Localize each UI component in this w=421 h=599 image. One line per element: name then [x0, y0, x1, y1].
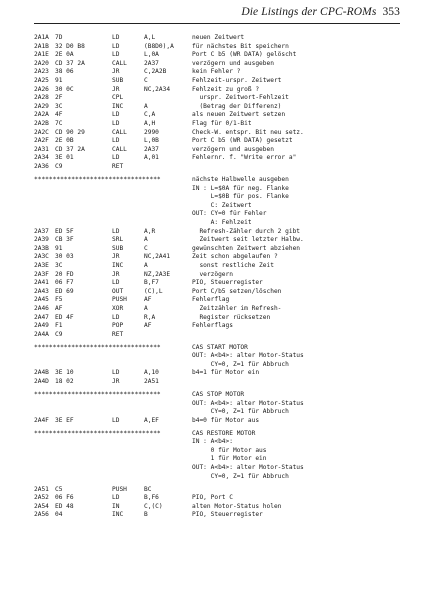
- line-opcode-bytes: 7C: [55, 120, 63, 127]
- line-mnemonic: OUT: [112, 287, 124, 295]
- line-opcode-bytes: 20 FD: [55, 270, 74, 278]
- line-mnemonic: LD: [112, 227, 120, 235]
- line-mnemonic: LD: [112, 279, 120, 287]
- line-comment: neuen Zeitwert: [192, 34, 245, 41]
- line-address: 2A28: [34, 94, 49, 102]
- line-mnemonic: CALL: [112, 128, 127, 136]
- line-opcode-bytes: C5: [55, 485, 63, 493]
- line-operand: A,01: [144, 154, 159, 162]
- line-mnemonic: LD: [112, 494, 120, 502]
- line-comment: Fehlerflag: [192, 296, 230, 304]
- code-line: [0, 296, 421, 304]
- line-operand: NZ,2A3E: [144, 270, 171, 278]
- line-comment: verzögern und ausgeben: [192, 59, 274, 67]
- section-header-line: [0, 344, 421, 352]
- comment-line: [0, 408, 421, 416]
- line-comment: CY=0, Z=1 für Abbruch: [192, 360, 289, 368]
- line-comment: IN : L=$0A für neg. Flanke: [192, 184, 289, 192]
- comment-line: [0, 202, 421, 210]
- line-operand: AF: [144, 296, 152, 304]
- line-operand: A,R: [144, 227, 156, 235]
- line-comment: Fehlzeit zu groß ?: [192, 85, 260, 93]
- line-comment: IN : A<b4>:: [192, 438, 233, 446]
- line-address: 2A31: [34, 145, 49, 153]
- code-line: [0, 77, 421, 85]
- line-comment: Zeit schon abgelaufen ?: [192, 253, 278, 261]
- line-comment: (Betrag der Differenz): [192, 102, 282, 110]
- code-line: [0, 111, 421, 119]
- line-operand: C,2A2B: [144, 68, 167, 76]
- line-opcode-bytes: 3C: [55, 261, 63, 269]
- line-mnemonic: LD: [112, 120, 120, 127]
- line-operand: A: [144, 261, 148, 269]
- line-address: 2A1A: [34, 34, 49, 41]
- line-address: 2A54: [34, 502, 49, 510]
- code-line: [0, 314, 421, 322]
- line-address: 2A3C: [34, 253, 49, 261]
- line-address: 2A25: [34, 77, 49, 84]
- line-comment: Zeitwert seit letzter Halbw.: [192, 236, 304, 244]
- code-line: [0, 503, 421, 511]
- line-comment: L=$0B für pos. Flanke: [192, 193, 289, 201]
- line-opcode-bytes: CB 3F: [55, 236, 74, 244]
- line-comment: CY=0, Z=1 für Abbruch: [192, 408, 289, 416]
- comment-line: [0, 464, 421, 472]
- line-opcode-bytes: C9: [55, 330, 63, 338]
- line-mnemonic: JR: [112, 68, 120, 76]
- line-address: 2A26: [34, 85, 49, 93]
- code-line: [0, 43, 421, 51]
- line-comment: Zeitzähler im Refresh-: [192, 304, 282, 312]
- line-address: 2A3E: [34, 261, 49, 269]
- comment-line: [0, 210, 421, 218]
- line-operand: A,L: [144, 34, 156, 41]
- code-line: [0, 494, 421, 502]
- comment-line: [0, 361, 421, 369]
- code-line: [0, 236, 421, 244]
- line-address: 2A2F: [34, 137, 49, 145]
- line-comment: 1 für Motor ein: [192, 455, 267, 463]
- line-comment: OUT: A<b4>: alter Motor-Status: [192, 464, 304, 471]
- comment-line: [0, 400, 421, 408]
- line-operand: C,A: [144, 111, 156, 119]
- line-comment: CAS RESTORE MOTOR: [192, 429, 256, 437]
- comment-line: [0, 447, 421, 455]
- line-address: 2A29: [34, 102, 49, 110]
- line-operand: B,F7: [144, 279, 159, 287]
- line-mnemonic: JR: [112, 270, 120, 278]
- code-line: [0, 228, 421, 236]
- line-operand: NC,2A41: [144, 253, 171, 261]
- line-address: 2A46: [34, 304, 49, 312]
- code-line: [0, 245, 421, 253]
- line-comment: Port C/b5 setzen/löschen: [192, 287, 282, 295]
- line-opcode-bytes: 2F: [55, 94, 63, 102]
- comment-line: [0, 219, 421, 227]
- line-operand: 2A37: [144, 59, 159, 67]
- line-address: 2A37: [34, 227, 49, 235]
- line-mnemonic: INC: [112, 102, 124, 110]
- line-mnemonic: POP: [112, 322, 124, 330]
- line-mnemonic: LD: [112, 137, 120, 145]
- line-comment: A: Fehlzeit: [192, 218, 252, 226]
- line-address: 2A49: [34, 322, 49, 330]
- line-operand: (B8D0),A: [144, 42, 174, 50]
- line-opcode-bytes: 4F: [55, 111, 63, 119]
- line-opcode-bytes: 3C: [55, 102, 63, 110]
- line-mnemonic: CPL: [112, 94, 124, 102]
- code-line: [0, 262, 421, 270]
- line-operand: AF: [144, 322, 152, 330]
- line-opcode-bytes: 32 D0 B8: [55, 42, 85, 50]
- line-comment: OUT: A<b4>: alter Motor-Status: [192, 352, 304, 360]
- code-line: [0, 60, 421, 68]
- line-operand: C,(C): [144, 502, 163, 510]
- line-opcode-bytes: 2E 0A: [55, 51, 74, 59]
- line-address: 2A23: [34, 68, 49, 76]
- separator-stars: **********************************: [34, 390, 161, 398]
- line-operand: A: [144, 304, 148, 312]
- code-line: [0, 51, 421, 59]
- section-header-line: [0, 391, 421, 399]
- code-line: [0, 288, 421, 296]
- line-mnemonic: INC: [112, 511, 124, 519]
- line-address: 2A47: [34, 313, 49, 321]
- line-comment: verzögern: [192, 270, 233, 278]
- line-mnemonic: LD: [112, 34, 120, 41]
- line-address: 2A34: [34, 154, 49, 162]
- line-mnemonic: JR: [112, 378, 120, 385]
- line-address: 2A4D: [34, 378, 49, 385]
- line-operand: C: [144, 244, 148, 252]
- line-mnemonic: LD: [112, 51, 120, 59]
- line-opcode-bytes: ED 5F: [55, 227, 74, 235]
- line-mnemonic: JR: [112, 253, 120, 261]
- line-address: 2A4A: [34, 330, 49, 338]
- line-comment: PIO, Steuerregister: [192, 279, 263, 287]
- line-mnemonic: RET: [112, 163, 124, 170]
- line-address: 2A36: [34, 163, 49, 170]
- comment-line: [0, 352, 421, 360]
- code-line: [0, 331, 421, 339]
- code-line: [0, 378, 421, 386]
- line-mnemonic: LD: [112, 154, 120, 162]
- line-comment: Flag für 0/1-Bit: [192, 120, 252, 127]
- line-comment: PIO, Steuerregister: [192, 511, 263, 519]
- line-comment: b4=1 für Motor ein: [192, 369, 260, 377]
- line-opcode-bytes: 30 0C: [55, 85, 74, 93]
- line-operand: A,10: [144, 369, 159, 377]
- code-line: [0, 163, 421, 171]
- line-mnemonic: LD: [112, 416, 120, 424]
- comment-line: [0, 473, 421, 481]
- page-number: 353: [382, 6, 400, 18]
- line-address: 2A41: [34, 279, 49, 287]
- line-operand: A: [144, 102, 148, 110]
- line-opcode-bytes: 7D: [55, 34, 63, 41]
- line-comment: Port C b5 (WR DATA) gelöscht: [192, 51, 297, 59]
- line-comment: Fehlernr. f. "Write error a": [192, 154, 297, 162]
- comment-line: [0, 455, 421, 463]
- line-opcode-bytes: CD 37 2A: [55, 59, 85, 67]
- code-line: [0, 271, 421, 279]
- line-comment: gewünschten Zeitwert abziehen: [192, 244, 301, 252]
- line-comment: sonst restliche Zeit: [192, 261, 274, 269]
- line-mnemonic: IN: [112, 502, 120, 510]
- line-opcode-bytes: 91: [55, 77, 63, 84]
- code-line: [0, 253, 421, 261]
- line-comment: Fehlerflags: [192, 322, 233, 330]
- line-operand: L,0B: [144, 137, 159, 145]
- line-comment: CY=0, Z=1 für Abbruch: [192, 472, 289, 480]
- separator-stars: **********************************: [34, 175, 161, 183]
- line-opcode-bytes: AF: [55, 304, 63, 312]
- line-operand: A,H: [144, 120, 156, 127]
- line-opcode-bytes: 06 F7: [55, 279, 74, 287]
- code-line: [0, 279, 421, 287]
- line-operand: A: [144, 236, 148, 244]
- line-mnemonic: XOR: [112, 304, 124, 312]
- line-address: 2A52: [34, 494, 49, 502]
- line-opcode-bytes: 38 06: [55, 68, 74, 76]
- line-comment: alten Motor-Status holen: [192, 502, 282, 510]
- code-line: [0, 94, 421, 102]
- line-mnemonic: SUB: [112, 244, 124, 252]
- line-comment: Fehlzeit-urspr. Zeitwert: [192, 77, 282, 84]
- line-operand: BC: [144, 485, 152, 493]
- line-mnemonic: LD: [112, 111, 120, 119]
- line-address: 2A4B: [34, 369, 49, 377]
- line-address: 2A2B: [34, 120, 49, 127]
- line-address: 2A3B: [34, 244, 49, 252]
- code-line: [0, 417, 421, 425]
- line-opcode-bytes: 30 03: [55, 253, 74, 261]
- line-opcode-bytes: 91: [55, 244, 63, 252]
- line-address: 2A51: [34, 485, 49, 493]
- line-address: 2A43: [34, 287, 49, 295]
- code-line: [0, 137, 421, 145]
- line-comment: verzögern und ausgeben: [192, 145, 274, 153]
- line-comment: nächste Halbwelle ausgeben: [192, 175, 289, 183]
- line-address: 2A3F: [34, 270, 49, 278]
- line-mnemonic: PUSH: [112, 296, 127, 304]
- separator-stars: **********************************: [34, 343, 161, 351]
- line-opcode-bytes: 3E 01: [55, 154, 74, 162]
- line-comment: b4=0 für Motor aus: [192, 416, 260, 424]
- line-comment: Port C b5 (WR DATA) gesetzt: [192, 137, 293, 145]
- line-mnemonic: PUSH: [112, 485, 127, 493]
- code-line: [0, 322, 421, 330]
- line-mnemonic: SUB: [112, 77, 124, 84]
- section-header-line: [0, 176, 421, 184]
- line-mnemonic: INC: [112, 261, 124, 269]
- line-opcode-bytes: C9: [55, 163, 63, 170]
- comment-line: [0, 185, 421, 193]
- code-line: [0, 34, 421, 42]
- code-line: [0, 369, 421, 377]
- line-comment: 0 für Motor aus: [192, 446, 267, 454]
- line-mnemonic: LD: [112, 369, 120, 377]
- line-operand: 2A51: [144, 378, 159, 385]
- line-opcode-bytes: 18 02: [55, 378, 74, 385]
- line-operand: A,EF: [144, 416, 159, 424]
- line-comment: Refresh-Zähler durch 2 gibt: [192, 227, 301, 235]
- line-comment: urspr. Zeitwort-Fehlzeit: [192, 94, 289, 102]
- code-line: [0, 305, 421, 313]
- section-header-line: [0, 430, 421, 438]
- separator-stars: **********************************: [34, 429, 161, 437]
- line-operand: L,0A: [144, 51, 159, 59]
- line-comment: PIO, Port C: [192, 494, 233, 502]
- line-mnemonic: SRL: [112, 236, 124, 244]
- line-comment: für nächstes Bit speichern: [192, 42, 289, 50]
- line-operand: B,F6: [144, 494, 159, 502]
- line-comment: Register rücksetzen: [192, 313, 271, 321]
- line-mnemonic: LD: [112, 42, 120, 50]
- line-opcode-bytes: ED 4F: [55, 313, 74, 321]
- line-mnemonic: RET: [112, 330, 124, 338]
- code-line: [0, 146, 421, 154]
- line-address: 2A1E: [34, 51, 49, 59]
- line-opcode-bytes: ED 48: [55, 502, 74, 510]
- comment-line: [0, 193, 421, 201]
- line-address: 2A4F: [34, 416, 49, 424]
- line-operand: C: [144, 77, 148, 84]
- line-opcode-bytes: F1: [55, 322, 63, 330]
- line-opcode-bytes: ED 69: [55, 287, 74, 295]
- code-line: [0, 86, 421, 94]
- line-mnemonic: JR: [112, 85, 120, 93]
- code-line: [0, 68, 421, 76]
- line-opcode-bytes: CD 90 29: [55, 128, 85, 136]
- line-mnemonic: LD: [112, 313, 120, 321]
- code-line: [0, 103, 421, 111]
- code-line: [0, 486, 421, 494]
- line-comment: CAS STOP MOTOR: [192, 390, 245, 398]
- line-opcode-bytes: 3E EF: [55, 416, 74, 424]
- line-operand: NC,2A34: [144, 85, 171, 93]
- code-line: [0, 511, 421, 519]
- line-opcode-bytes: CD 37 2A: [55, 145, 85, 153]
- line-opcode-bytes: 04: [55, 511, 63, 519]
- running-title: Die Listings der CPC-ROMs: [241, 6, 377, 18]
- line-address: 2A2A: [34, 111, 49, 119]
- line-comment: CAS START MOTOR: [192, 343, 248, 351]
- line-operand: R,A: [144, 313, 156, 321]
- line-opcode-bytes: 3E 10: [55, 369, 74, 377]
- line-operand: B: [144, 511, 148, 519]
- line-comment: Check-W. entspr. Bit neu setz.: [192, 128, 304, 136]
- line-operand: 2A37: [144, 145, 159, 153]
- line-mnemonic: CALL: [112, 59, 127, 67]
- line-comment: kein Fehler ?: [192, 68, 241, 76]
- line-comment: OUT: CY=0 für Fehler: [192, 210, 267, 218]
- line-comment: C: Zeitwert: [192, 201, 252, 209]
- line-address: 2A56: [34, 511, 49, 519]
- line-comment: als neuen Zeitwert setzen: [192, 111, 286, 119]
- line-opcode-bytes: 2E 0B: [55, 137, 74, 145]
- line-address: 2A45: [34, 296, 49, 304]
- line-comment: OUT: A<b4>: alter Motor-Status: [192, 399, 304, 407]
- line-address: 2A1B: [34, 42, 49, 50]
- line-operand: 2990: [144, 128, 159, 136]
- line-opcode-bytes: 06 F6: [55, 494, 74, 502]
- code-line: [0, 154, 421, 162]
- line-mnemonic: CALL: [112, 145, 127, 153]
- line-address: 2A2C: [34, 128, 49, 136]
- line-address: 2A20: [34, 59, 49, 67]
- code-line: [0, 120, 421, 128]
- code-line: [0, 129, 421, 137]
- line-address: 2A39: [34, 236, 49, 244]
- line-opcode-bytes: F5: [55, 296, 63, 304]
- line-operand: (C),L: [144, 287, 163, 295]
- comment-line: [0, 438, 421, 446]
